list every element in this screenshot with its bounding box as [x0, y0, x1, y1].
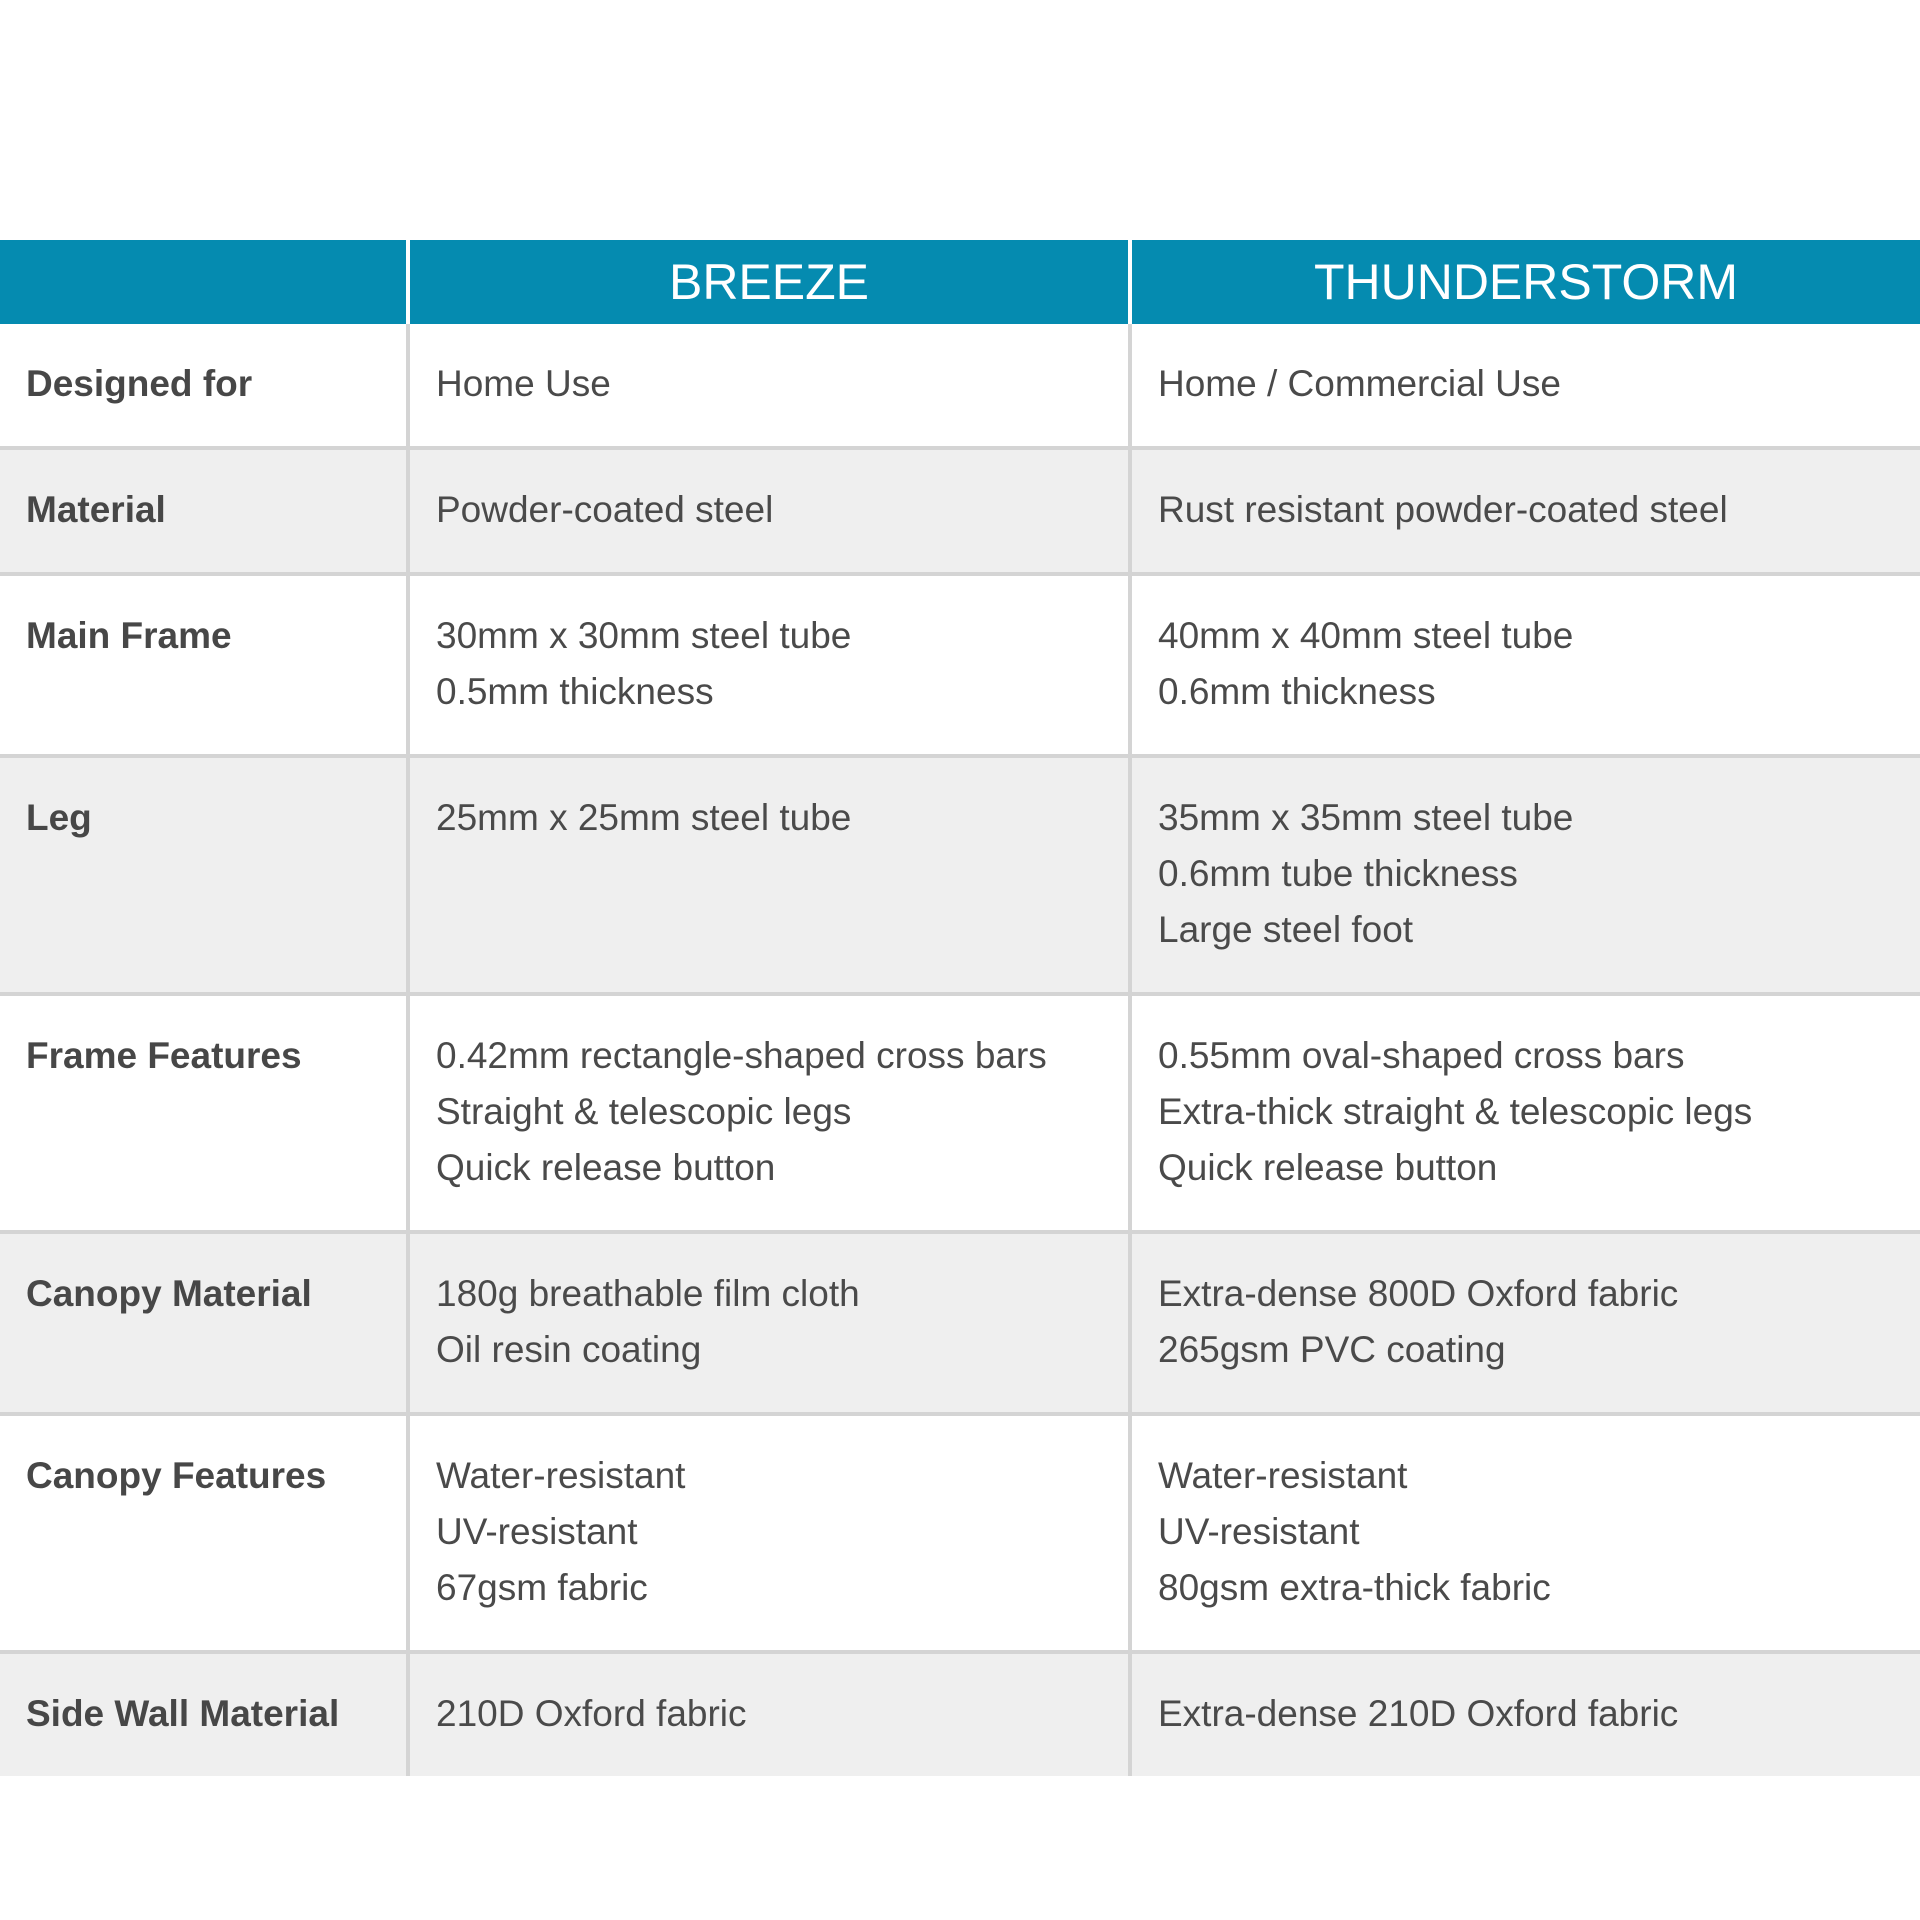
thunderstorm-value: [1130, 756, 1920, 994]
value-line: Large steel foot: [1158, 909, 1414, 950]
row-label: Frame Features: [0, 994, 408, 1232]
row-label: Designed for: [0, 324, 408, 448]
value-line: Extra-dense 800D Oxford fabric: [1158, 1273, 1679, 1314]
value-line: Water-resistant: [1158, 1455, 1408, 1496]
row-label: Side Wall Material: [0, 1652, 408, 1776]
row-label: Leg: [0, 756, 408, 994]
value-line: 0.42mm rectangle-shaped cross bars: [436, 1035, 1047, 1076]
value-line: 35mm x 35mm steel tube: [1158, 797, 1574, 838]
thunderstorm-value: [1130, 1232, 1920, 1414]
row-label: Canopy Material: [0, 1232, 408, 1414]
breeze-value: [408, 1652, 1130, 1776]
header-breeze: BREEZE: [408, 240, 1130, 324]
value-line: 0.6mm tube thickness: [1158, 853, 1518, 894]
breeze-value: [408, 756, 1130, 994]
value-line: UV-resistant: [436, 1511, 638, 1552]
breeze-value: [408, 1232, 1130, 1414]
value-line: 180g breathable film cloth: [436, 1273, 860, 1314]
thunderstorm-value: [1130, 574, 1920, 756]
value-line: Oil resin coating: [436, 1329, 702, 1370]
value-line: 0.5mm thickness: [436, 671, 714, 712]
value-line: 40mm x 40mm steel tube: [1158, 615, 1574, 656]
breeze-value: [408, 994, 1130, 1232]
value-line: 210D Oxford fabric: [436, 1693, 747, 1734]
value-line: Water-resistant: [436, 1455, 686, 1496]
value-line: 30mm x 30mm steel tube: [436, 615, 852, 656]
row-label: Main Frame: [0, 574, 408, 756]
value-line: Quick release button: [436, 1147, 776, 1188]
thunderstorm-value: [1130, 448, 1920, 574]
value-line: 67gsm fabric: [436, 1567, 648, 1608]
table-row: [0, 994, 1920, 1232]
value-line: Quick release button: [1158, 1147, 1498, 1188]
value-line: Rust resistant powder-coated steel: [1158, 489, 1728, 530]
value-line: 80gsm extra-thick fabric: [1158, 1567, 1551, 1608]
header-thunderstorm: THUNDERSTORM: [1130, 240, 1920, 324]
thunderstorm-value: [1130, 1652, 1920, 1776]
header-label-cell: [0, 240, 408, 324]
value-line: Powder-coated steel: [436, 489, 774, 530]
value-line: 0.6mm thickness: [1158, 671, 1436, 712]
value-line: Home / Commercial Use: [1158, 363, 1561, 404]
value-line: Straight & telescopic legs: [436, 1091, 852, 1132]
table-row: [0, 1414, 1920, 1652]
table-row: [0, 324, 1920, 448]
value-line: Extra-dense 210D Oxford fabric: [1158, 1693, 1679, 1734]
breeze-value: [408, 574, 1130, 756]
value-line: 265gsm PVC coating: [1158, 1329, 1506, 1370]
table-row: [0, 574, 1920, 756]
thunderstorm-value: [1130, 994, 1920, 1232]
value-line: 25mm x 25mm steel tube: [436, 797, 852, 838]
breeze-value: [408, 324, 1130, 448]
value-line: Extra-thick straight & telescopic legs: [1158, 1091, 1753, 1132]
table-row: [0, 756, 1920, 994]
comparison-table: [0, 240, 1920, 1776]
breeze-value: [408, 1414, 1130, 1652]
row-label: Canopy Features: [0, 1414, 408, 1652]
table-row: [0, 1232, 1920, 1414]
thunderstorm-value: [1130, 1414, 1920, 1652]
value-line: 0.55mm oval-shaped cross bars: [1158, 1035, 1685, 1076]
value-line: UV-resistant: [1158, 1511, 1360, 1552]
row-label: Material: [0, 448, 408, 574]
table-header-row: [0, 240, 1920, 324]
value-line: Home Use: [436, 363, 611, 404]
thunderstorm-value: [1130, 324, 1920, 448]
table-row: [0, 1652, 1920, 1776]
breeze-value: [408, 448, 1130, 574]
table-row: [0, 448, 1920, 574]
